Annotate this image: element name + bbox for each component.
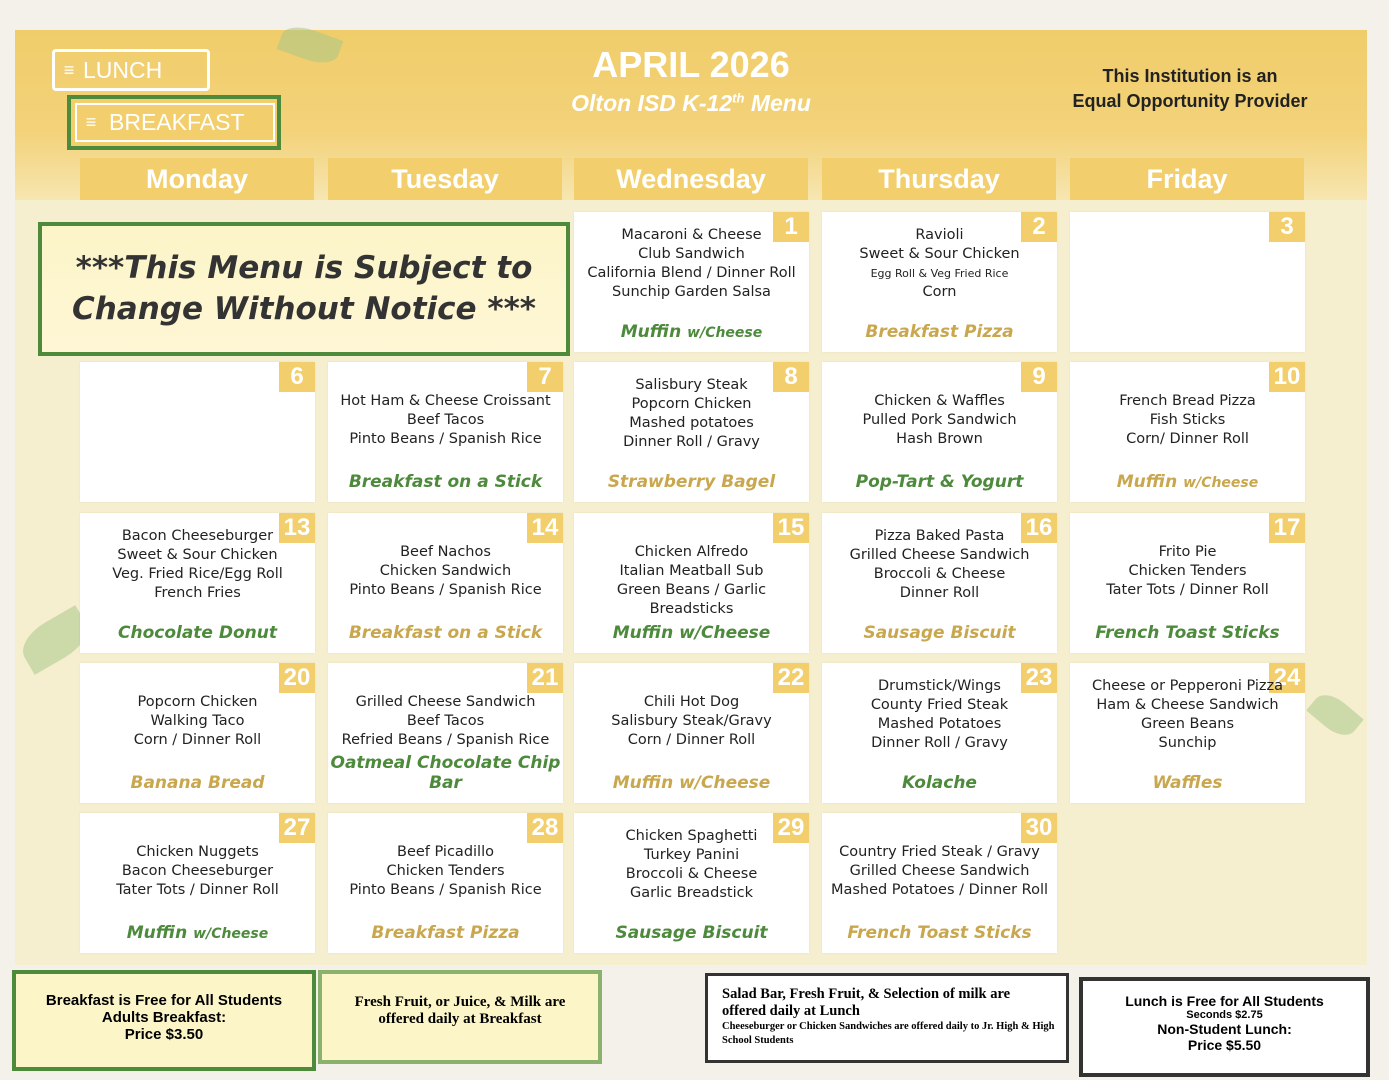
lunch-item: Mashed Potatoes / Dinner Roll [830, 882, 1049, 898]
lunch-items [822, 226, 1057, 302]
day-number: 17 [1269, 513, 1305, 543]
lunch-items [80, 693, 315, 750]
fork-icon: ≡ [63, 59, 75, 80]
lunch-item: Corn / Dinner Roll [133, 732, 262, 748]
breakfast-item: Muffin w/Cheese [1116, 472, 1259, 492]
breakfast-item: Chocolate Donut [117, 623, 277, 643]
lunch-items [80, 843, 315, 900]
day-number: 10 [1269, 362, 1305, 392]
lunch-item: French Fries [154, 585, 241, 601]
page-title: APRIL 2026 [592, 44, 790, 85]
lunch-items [328, 543, 563, 600]
day-number: 21 [527, 663, 563, 693]
day-number: 8 [773, 362, 809, 392]
lunch-item: Chicken Alfredo [634, 544, 749, 560]
day-number: 22 [773, 663, 809, 693]
day-header-tuesday: Tuesday [328, 158, 562, 200]
lunch-item: Chicken Tenders [386, 863, 505, 879]
breakfast-item: Breakfast on a Stick [348, 623, 543, 643]
lunch-item: Country Fried Steak / Gravy [839, 844, 1040, 860]
lunch-item: Cheese or Pepperoni Pizza [1091, 678, 1284, 694]
lunch-items [822, 392, 1057, 449]
day-number: 24 [1269, 663, 1305, 693]
breakfast-item: Kolache [902, 773, 977, 793]
day-number: 13 [279, 513, 315, 543]
lunch-item: Tater Tots / Dinner Roll [116, 882, 279, 898]
lunch-item: Turkey Panini [643, 847, 740, 863]
lunch-item: Popcorn Chicken [631, 396, 752, 412]
lunch-item: Fish Sticks [1149, 412, 1226, 428]
lunch-items [1070, 677, 1305, 753]
day-cell [574, 663, 809, 803]
day-number: 15 [773, 513, 809, 543]
lunch-item: Pinto Beans / Spanish Rice [349, 882, 542, 898]
lunch-item: Beef Nachos [400, 544, 491, 560]
lunch-item: Ravioli [915, 227, 964, 243]
breakfast-item: Muffin w/Cheese [620, 322, 763, 342]
lunch-items [574, 226, 809, 302]
day-number: 6 [279, 362, 315, 392]
lunch-item: Garlic Breadstick [630, 885, 753, 901]
day-number: 3 [1269, 212, 1305, 242]
breakfast-item: French Toast Sticks [1095, 623, 1280, 643]
lunch-items [80, 527, 315, 603]
day-cell [1070, 362, 1305, 502]
day-cell [574, 813, 809, 953]
lunch-label: LUNCH [83, 56, 163, 83]
lunch-item: Green Beans [1140, 716, 1235, 732]
lunch-item: Salisbury Steak/Gravy [611, 713, 772, 729]
day-number: 23 [1021, 663, 1057, 693]
equal-opportunity-statement: This Institution is an Equal Opportunity Provider [1072, 66, 1308, 111]
lunch-item: Green Beans / Garlic Breadsticks [616, 582, 767, 617]
lunch-items [1070, 543, 1305, 600]
day-number: 14 [527, 513, 563, 543]
lunch-items [328, 843, 563, 900]
lunch-item: Broccoli & Cheese [625, 866, 758, 882]
day-cell [822, 813, 1057, 953]
day-header-monday: Monday [80, 158, 314, 200]
breakfast-price-box: Breakfast is Free for All Students Adults Breakfast: Price $3.50 [12, 970, 316, 1071]
day-cell [328, 813, 563, 953]
day-number: 16 [1021, 513, 1057, 543]
breakfast-item: Muffin w/Cheese [612, 773, 771, 793]
day-cell [574, 362, 809, 502]
notice-box [38, 222, 570, 356]
breakfast-item: Breakfast Pizza [371, 923, 520, 943]
day-cell [574, 212, 809, 352]
day-number: 28 [527, 813, 563, 843]
lunch-item: Mashed potatoes [629, 415, 754, 431]
day-number: 7 [527, 362, 563, 392]
lunch-extras-box: Salad Bar, Fresh Fruit, & Selection of milk are offered daily at Lunch Cheeseburger or Chicken Sandwiches are offered daily to Jr. High & High School Students [705, 973, 1069, 1063]
lunch-item: Broccoli & Cheese [873, 566, 1006, 582]
lunch-items [574, 376, 809, 452]
lunch-item: Walking Taco [150, 713, 245, 729]
day-cell [328, 362, 563, 502]
lunch-item: Chicken Sandwich [379, 563, 512, 579]
lunch-item: Chicken Spaghetti [625, 828, 758, 844]
day-cell [1070, 663, 1305, 803]
day-header-friday: Friday [1070, 158, 1304, 200]
day-number: 30 [1021, 813, 1057, 843]
lunch-item: Dinner Roll / Gravy [623, 434, 760, 450]
breakfast-label-box [67, 95, 281, 150]
lunch-item: Sunchip [1158, 735, 1217, 751]
lunch-item: Veg. Fried Rice/Egg Roll [112, 566, 283, 582]
breakfast-item: Strawberry Bagel [607, 472, 776, 492]
breakfast-extras-box: Fresh Fruit, or Juice, & Milk are offered daily at Breakfast [318, 970, 602, 1064]
breakfast-item: Muffin w/Cheese [126, 923, 269, 943]
lunch-items [822, 843, 1057, 900]
day-number: 29 [773, 813, 809, 843]
day-cell [822, 663, 1057, 803]
notice-text: ***This Menu is Subject to Change Without Notice *** [71, 250, 537, 327]
lunch-item: Sweet & Sour Chicken [859, 246, 1020, 262]
day-cell [822, 212, 1057, 352]
day-number: 9 [1021, 362, 1057, 392]
lunch-items [822, 527, 1057, 603]
breakfast-item: Muffin w/Cheese [612, 623, 771, 643]
lunch-item: Dinner Roll / Gravy [871, 735, 1008, 751]
lunch-item: Chicken & Waffles [874, 393, 1005, 409]
lunch-item: Frito Pie [1158, 544, 1217, 560]
lunch-item: Mashed Potatoes [877, 716, 1002, 732]
lunch-item: Italian Meatball Sub [619, 563, 764, 579]
lunch-item: Hot Ham & Cheese Croissant [340, 393, 551, 409]
breakfast-item: Breakfast on a Stick [348, 472, 543, 492]
lunch-item: Grilled Cheese Sandwich [849, 863, 1030, 879]
day-cell [1070, 212, 1305, 352]
day-cell [80, 362, 315, 502]
lunch-item: Grilled Cheese Sandwich [849, 547, 1030, 563]
lunch-item: California Blend / Dinner Roll [587, 265, 796, 281]
lunch-item: Popcorn Chicken [137, 694, 258, 710]
day-cell [80, 513, 315, 653]
lunch-label-box [52, 49, 210, 91]
lunch-item: Refried Beans / Spanish Rice [341, 732, 550, 748]
lunch-item: Chicken Nuggets [136, 844, 259, 860]
lunch-item: County Fried Steak [870, 697, 1009, 713]
lunch-item: Corn [922, 284, 957, 300]
lunch-item: Corn / Dinner Roll [627, 732, 756, 748]
breakfast-item: Sausage Biscuit [615, 923, 768, 943]
lunch-price-box: Lunch is Free for All Students Seconds $2.75 Non-Student Lunch: Price $5.50 [1079, 977, 1370, 1077]
lunch-items [574, 543, 809, 619]
lunch-item: Sunchip Garden Salsa [612, 284, 771, 300]
lunch-item: Bacon Cheeseburger [121, 528, 274, 544]
day-cell [1070, 513, 1305, 653]
day-cell [328, 513, 563, 653]
fork-icon: ≡ [85, 112, 97, 132]
day-cell [822, 362, 1057, 502]
breakfast-item: Oatmeal Chocolate Chip Bar [330, 753, 561, 793]
breakfast-item: Pop-Tart & Yogurt [855, 472, 1024, 492]
breakfast-item: French Toast Sticks [847, 923, 1032, 943]
lunch-items [574, 693, 809, 750]
day-cell [822, 513, 1057, 653]
lunch-item: Chili Hot Dog [643, 694, 740, 710]
lunch-item: Salisbury Steak [635, 377, 748, 393]
lunch-items [328, 693, 563, 750]
lunch-item: Macaroni & Cheese [621, 227, 762, 243]
breakfast-item: Sausage Biscuit [863, 623, 1016, 643]
lunch-item: Drumstick/Wings [878, 678, 1001, 694]
page-subtitle: Olton ISD K-12th Menu [571, 90, 811, 116]
lunch-item: Corn/ Dinner Roll [1126, 431, 1249, 447]
breakfast-item: Banana Bread [130, 773, 265, 793]
lunch-items [328, 392, 563, 449]
day-header-thursday: Thursday [822, 158, 1056, 200]
day-number: 27 [279, 813, 315, 843]
day-cell [80, 663, 315, 803]
lunch-item: Pulled Pork Sandwich [862, 412, 1017, 428]
lunch-item: Ham & Cheese Sandwich [1096, 697, 1279, 713]
day-number: 1 [773, 212, 809, 242]
lunch-item: French Bread Pizza [1119, 393, 1256, 409]
lunch-item: Grilled Cheese Sandwich [355, 694, 536, 710]
lunch-item: Sweet & Sour Chicken [117, 547, 278, 563]
day-header-wednesday: Wednesday [574, 158, 808, 200]
day-number: 2 [1021, 212, 1057, 242]
lunch-items [822, 677, 1057, 753]
lunch-item: Beef Tacos [406, 713, 485, 729]
breakfast-item: Breakfast Pizza [865, 322, 1014, 342]
breakfast-label: BREAKFAST [109, 109, 245, 135]
lunch-item: Pinto Beans / Spanish Rice [349, 431, 542, 447]
day-number: 20 [279, 663, 315, 693]
lunch-item: Bacon Cheeseburger [121, 863, 274, 879]
lunch-item: Tater Tots / Dinner Roll [1106, 582, 1269, 598]
day-cell [80, 813, 315, 953]
breakfast-item: Waffles [1152, 773, 1223, 793]
lunch-item: Egg Roll & Veg Fried Rice [870, 267, 1009, 280]
lunch-item: Hash Brown [896, 431, 983, 447]
lunch-item: Pinto Beans / Spanish Rice [349, 582, 542, 598]
lunch-item: Chicken Tenders [1128, 563, 1247, 579]
lunch-item: Dinner Roll [899, 585, 980, 601]
lunch-items [574, 827, 809, 903]
lunch-item: Pizza Baked Pasta [874, 528, 1005, 544]
day-cell [328, 663, 563, 803]
lunch-item: Club Sandwich [638, 246, 745, 262]
day-cell [574, 513, 809, 653]
lunch-item: Beef Tacos [406, 412, 485, 428]
lunch-item: Beef Picadillo [397, 844, 494, 860]
lunch-items [1070, 392, 1305, 449]
